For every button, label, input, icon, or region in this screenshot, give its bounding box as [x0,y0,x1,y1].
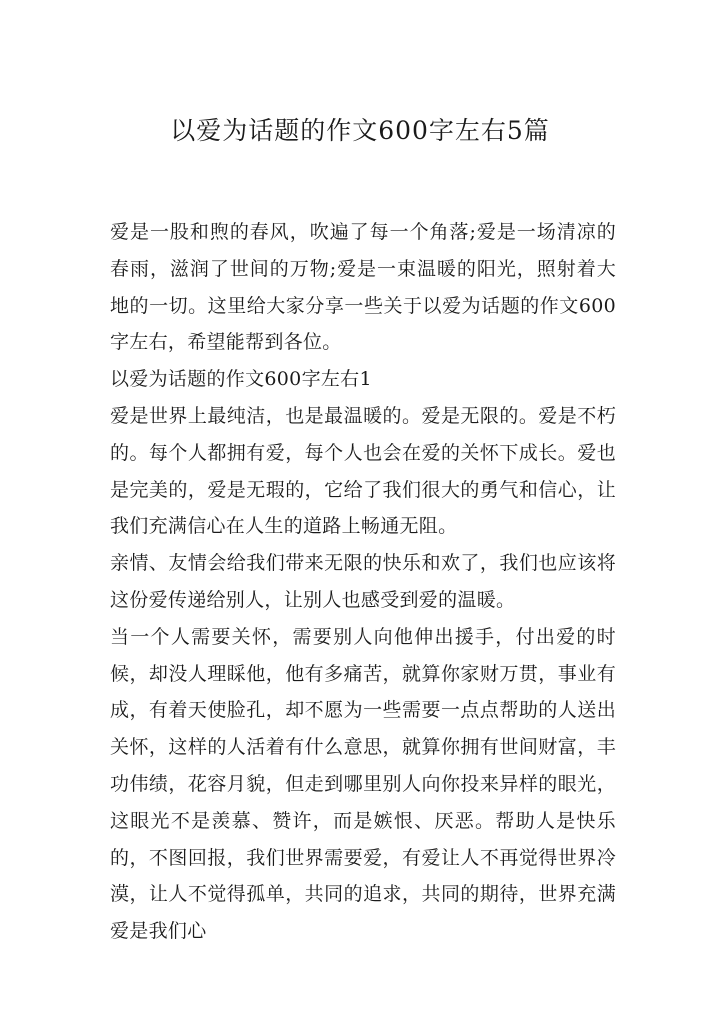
document-body [110,214,616,950]
paragraph: 亲情、友情会给我们带来无限的快乐和欢了，我们也应该将这份爱传递给别人，让别人也感受到爱的温暖。 [110,552,616,611]
paragraph-intro: 爱是一股和煦的春风，吹遍了每一个角落;爱是一场清凉的春雨，滋润了世间的万物;爱是一束温暖的阳光，照射着大地的一切。这里给大家分享一些关于以爱为话题的作文600字左右，希望能帮到各位。 [110,221,616,354]
paragraph: 爱是世界上最纯洁，也是最温暖的。爱是无限的。爱是不朽的。每个人都拥有爱，每个人也会在爱的关怀下成长。爱也是完美的，爱是无瑕的，它给了我们很大的勇气和信心，让我们充满信心在人生的道路上畅通无阻。 [110,404,616,538]
document-title: 以爱为话题的作文600字左右5篇 [170,116,550,145]
paragraph: 当一个人需要关怀，需要别人向他伸出援手，付出爱的时候，却没人理睬他，他有多痛苦，就算你家财万贯，事业有成，有着天使脸孔，却不愿为一些需要一点点帮助的人送出关怀，这样的人活着有什么意思，就算你拥有世间财富，丰功伟绩，花容月貌，但走到哪里别人向你投来异样的眼光，这眼光不是羡慕、赞许，而是嫉恨、厌恶。帮助人是快乐的，不图回报，我们世界需要爱，有爱让人不再觉得世界冷漠，让人不觉得孤单，共同的追求，共同的期待，世界充满爱是我们心 [110,625,616,943]
section-heading: 以爱为话题的作文600字左右1 [110,368,372,391]
